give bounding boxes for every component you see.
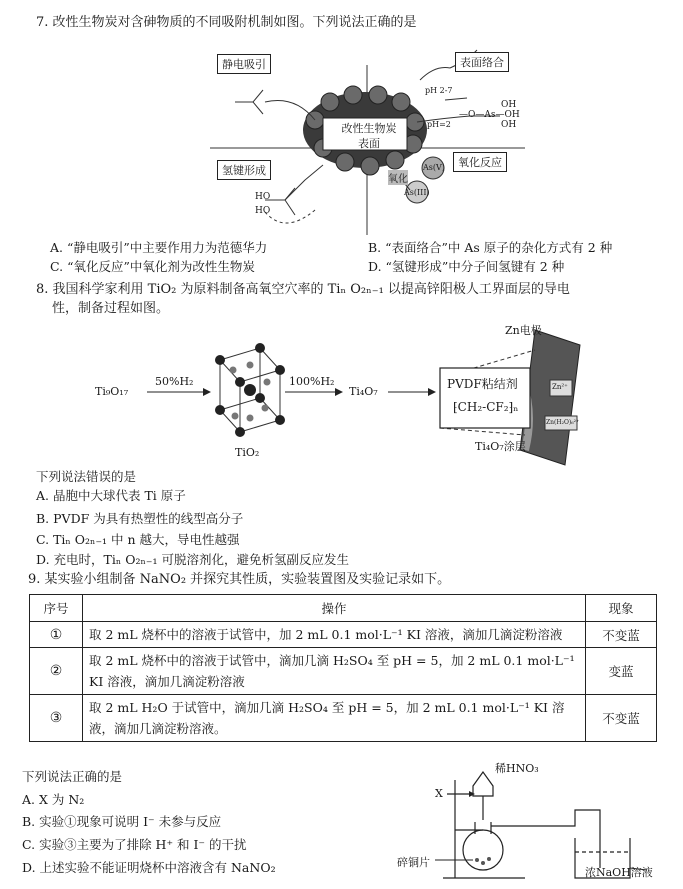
row-number: ② — [30, 648, 83, 695]
start-material: Ti₉O₁₇ — [95, 385, 129, 398]
q9-option-d: D. 上述实验不能证明烧杯中溶液含有 NaNO₂ — [22, 860, 276, 875]
ph-upper-label: pH 2-7 — [425, 86, 453, 95]
crystal-label: TiO₂ — [235, 446, 260, 459]
table-header-row — [30, 595, 657, 622]
as5-label: As(V) — [423, 163, 445, 172]
row-number: ① — [30, 622, 83, 648]
row-operation: 取 2 mL H₂O 于试管中，滴加几滴 H₂SO₄ 至 pH = 5，加 2 mL 0.1 mol·L⁻¹ KI 溶液，滴加几滴淀粉溶液。 — [83, 695, 586, 742]
q9-stem: 9. 某实验小组制备 NaNO₂ 并探究其性质，实验装置图及实验记录如下。 — [28, 572, 451, 587]
ph-lower-label: pH=2 — [427, 120, 451, 129]
row-result: 不变蓝 — [586, 622, 657, 648]
row-operation: 取 2 mL 烧杯中的溶液于试管中，滴加几滴 H₂SO₄ 至 pH = 5，加 2 mL 0.1 mol·L⁻¹ KI 溶液，滴加几滴淀粉溶液 — [83, 648, 586, 695]
q8-stem-line2: 性，制备过程如图。 — [52, 301, 170, 316]
center-label-line2: 表面 — [358, 137, 380, 150]
row-result: 变蓝 — [586, 648, 657, 695]
label-oxidation: 氧化反应 — [453, 152, 507, 172]
q9-option-c: C. 实验③主要为了排除 H⁺ 和 I⁻ 的干扰 — [22, 837, 247, 852]
header-number: 序号 — [30, 595, 83, 622]
q9-question: 下列说法正确的是 — [22, 769, 123, 784]
naoh-label: 浓NaOH溶液 — [585, 866, 653, 879]
q7-option-d: D. “氢键形成”中分子间氢键有 2 种 — [368, 259, 565, 274]
as-group-label: —O—As—OH — [459, 110, 520, 120]
oh-top-label: OH — [501, 100, 517, 110]
label-hydrogen-bond: 氢键形成 — [217, 160, 271, 180]
label-electrostatic: 静电吸引 — [217, 54, 271, 74]
zn-electrode-label: Zn电极 — [505, 324, 542, 337]
ho-left-label: HO — [255, 192, 271, 202]
acid-label: 稀HNO₃ — [495, 762, 539, 775]
preparation-process-graphic — [95, 320, 680, 470]
arrow1-condition: 50%H₂ — [155, 375, 194, 388]
q7-option-b: B. “表面络合”中 As 原子的杂化方式有 2 种 — [368, 240, 613, 255]
q9-option-b: B. 实验①现象可说明 I⁻ 未参与反应 — [22, 814, 222, 829]
center-label-line1: 改性生物炭 — [341, 122, 397, 135]
ho-left2-label: HO — [255, 206, 271, 216]
row-operation: 取 2 mL 烧杯中的溶液于试管中，加 2 mL 0.1 mol·L⁻¹ KI 溶液，滴加几滴淀粉溶液 — [83, 622, 586, 648]
q7-option-c: C. “氧化反应”中氧化剂为改性生物炭 — [50, 259, 255, 274]
q8-option-b: B. PVDF 为具有热塑性的线型高分子 — [36, 511, 244, 526]
pvdf-label-line2: ⁅CH₂-CF₂⁆ₙ — [453, 400, 519, 414]
zn-hydrate-label: Zn(H₂O)₆²⁺ — [546, 419, 580, 426]
table-row — [30, 622, 657, 648]
pvdf-label-line1: PVDF粘结剂 — [447, 377, 518, 391]
copper-label: 碎铜片 — [397, 856, 430, 869]
product-label: Ti₄O₇ — [349, 385, 378, 398]
q8-option-c: C. Tiₙ O₂ₙ₋₁ 中 n 越大，导电性越强 — [36, 532, 240, 547]
table-row — [30, 695, 657, 742]
q8-option-d: D. 充电时，Tiₙ O₂ₙ₋₁ 可脱溶剂化，避免析氢副反应发生 — [36, 552, 349, 567]
as3-label: As(III) — [404, 188, 430, 197]
row-number: ③ — [30, 695, 83, 742]
header-result: 现象 — [586, 595, 657, 622]
q8-option-a: A. 晶胞中大球代表 Ti 原子 — [36, 488, 186, 503]
x-label: X — [435, 787, 443, 800]
zn-ion-label: Zn²⁺ — [552, 383, 568, 391]
table-row — [30, 648, 657, 695]
q9-experiment-table — [29, 594, 657, 742]
q8-question: 下列说法错误的是 — [36, 469, 137, 484]
coating-label: Ti₄O₇涂层 — [475, 440, 526, 453]
oh-bottom-label: OH — [501, 120, 517, 130]
arrow2-condition: 100%H₂ — [289, 375, 335, 388]
q9-option-a: A. X 为 N₂ — [22, 792, 85, 807]
q7-adsorption-figure — [205, 40, 530, 240]
q7-stem: 7. 改性生物炭对含砷物质的不同吸附机制如图。下列说法正确的是 — [36, 15, 417, 30]
label-surface-complex: 表面络合 — [455, 52, 509, 72]
q7-option-a: A. “静电吸引”中主要作用力为范德华力 — [50, 240, 268, 255]
header-operation: 操作 — [83, 595, 586, 622]
row-result: 不变蓝 — [586, 695, 657, 742]
q9-apparatus-figure — [397, 760, 675, 885]
q8-preparation-figure — [95, 320, 680, 470]
q8-stem-line1: 8. 我国科学家利用 TiO₂ 为原料制备高氧空穴率的 Tiₙ O₂ₙ₋₁ 以提高锌阳极人工界面层的导电 — [36, 282, 570, 297]
oxidize-tag: 氧化 — [388, 170, 408, 185]
